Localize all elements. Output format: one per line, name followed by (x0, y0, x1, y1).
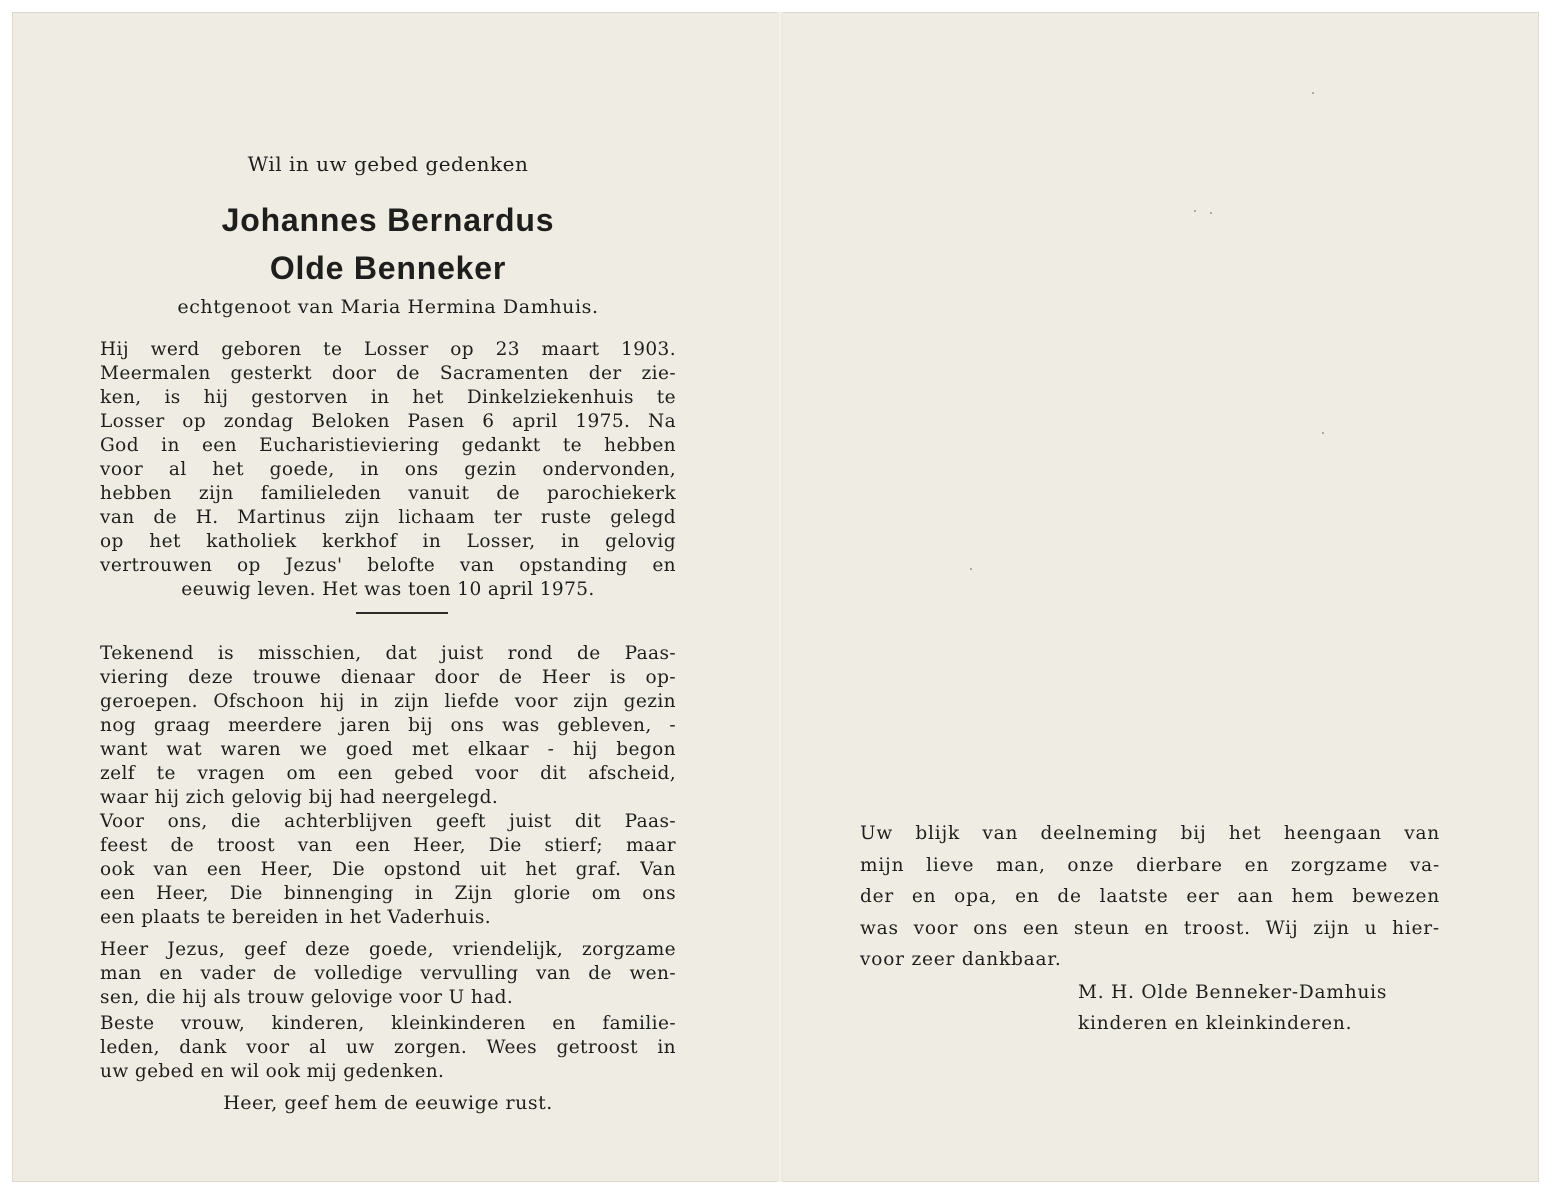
text-line: want wat waren we goed met elkaar - hij begon (100, 739, 676, 760)
intro-text: Wil in uw gebed gedenken (247, 152, 529, 176)
text-line: Uw blijk van deelneming bij het heengaan van (860, 823, 1440, 844)
jesus-paragraph (100, 938, 676, 1010)
deceased-name-line1: Johannes Bernardus (221, 202, 555, 238)
paper-speck (970, 568, 972, 570)
spouse-line: echtgenoot van Maria Hermina Damhuis. (177, 296, 599, 318)
text-line: op het katholiek kerkhof in Losser, in gelovig (100, 531, 676, 552)
card-fold (777, 12, 783, 1182)
text-line: God in een Eucharistieviering gedankt te hebben (100, 435, 676, 456)
memorial-card (12, 12, 1539, 1182)
reflection-paragraph (100, 642, 676, 810)
biography-paragraph (100, 338, 676, 602)
text-line: ook van een Heer, Die opstond uit het graf. Van (100, 859, 676, 880)
text-line: feest de troost van een Heer, Die stierf; maar (100, 835, 676, 856)
text-line: Meermalen gesterkt door de Sacramenten der zie- (100, 363, 676, 384)
text-line: geroepen. Ofschoon hij in zijn liefde voor zijn gezin (100, 691, 676, 712)
signature-name: M. H. Olde Benneker-Damhuis (1078, 982, 1388, 1003)
text-line: viering deze trouwe dienaar door de Heer is op- (100, 667, 676, 688)
text-line: uw gebed en wil ook mij gedenken. (100, 1061, 445, 1082)
text-line: nog graag meerdere jaren bij ons was gebleven, - (100, 715, 676, 736)
deceased-name-line2: Olde Benneker (269, 250, 507, 286)
text-line: ken, is hij gestorven in het Dinkelziekenhuis te (100, 387, 676, 408)
easter-paragraph (100, 810, 676, 930)
text-line: vertrouwen op Jezus' belofte van opstanding en (100, 555, 676, 576)
text-line: man en vader de volledige vervulling van de wen- (100, 963, 676, 984)
text-line: hebben zijn familieleden vanuit de parochiekerk (100, 483, 676, 504)
text-line: zelf te vragen om een gebed voor dit afscheid, (100, 763, 676, 784)
paper-speck (1312, 92, 1314, 94)
text-line: voor al het goede, in ons gezin ondervonden, (100, 459, 676, 480)
text-line: Losser op zondag Beloken Pasen 6 april 1975. Na (100, 411, 676, 432)
text-line: mijn lieve man, onze dierbare en zorgzame va- (860, 854, 1440, 876)
text-line: Tekenend is misschien, dat juist rond de Paas- (100, 643, 676, 664)
text-line: Hij werd geboren te Losser op 23 maart 1903. (100, 339, 676, 360)
thanks-paragraph (860, 818, 1440, 976)
closing-prayer: Heer, geef hem de eeuwige rust. (223, 1092, 553, 1114)
text-line: Beste vrouw, kinderen, kleinkinderen en familie- (100, 1013, 676, 1034)
section-divider (356, 612, 448, 614)
text-line: Heer Jezus, geef deze goede, vriendelijk, zorgzame (100, 939, 676, 960)
paper-speck (1194, 210, 1196, 212)
text-line: van de H. Martinus zijn lichaam ter ruste gelegd (100, 507, 676, 528)
text-line: voor zeer dankbaar. (860, 949, 1062, 970)
family-paragraph (100, 1012, 676, 1084)
paper-speck (1322, 432, 1324, 434)
paper-speck (1210, 212, 1212, 214)
text-line: Voor ons, die achterblijven geeft juist dit Paas- (100, 811, 676, 832)
text-line: was voor ons een steun en troost. Wij zijn u hier- (860, 917, 1440, 939)
left-page (100, 12, 676, 1182)
right-page (860, 12, 1440, 1182)
text-line: eeuwig leven. Het was toen 10 april 1975. (181, 579, 595, 600)
text-line: leden, dank voor al uw zorgen. Wees getroost in (100, 1037, 676, 1058)
text-line: een plaats te bereiden in het Vaderhuis. (100, 907, 492, 928)
text-line: der en opa, en de laatste eer aan hem bewezen (860, 886, 1440, 907)
text-line: waar hij zich gelovig bij had neergelegd. (100, 787, 499, 808)
text-line: een Heer, Die binnenging in Zijn glorie om ons (100, 883, 676, 904)
signature-family: kinderen en kleinkinderen. (1078, 1013, 1353, 1034)
text-line: sen, die hij als trouw gelovige voor U had. (100, 987, 514, 1008)
